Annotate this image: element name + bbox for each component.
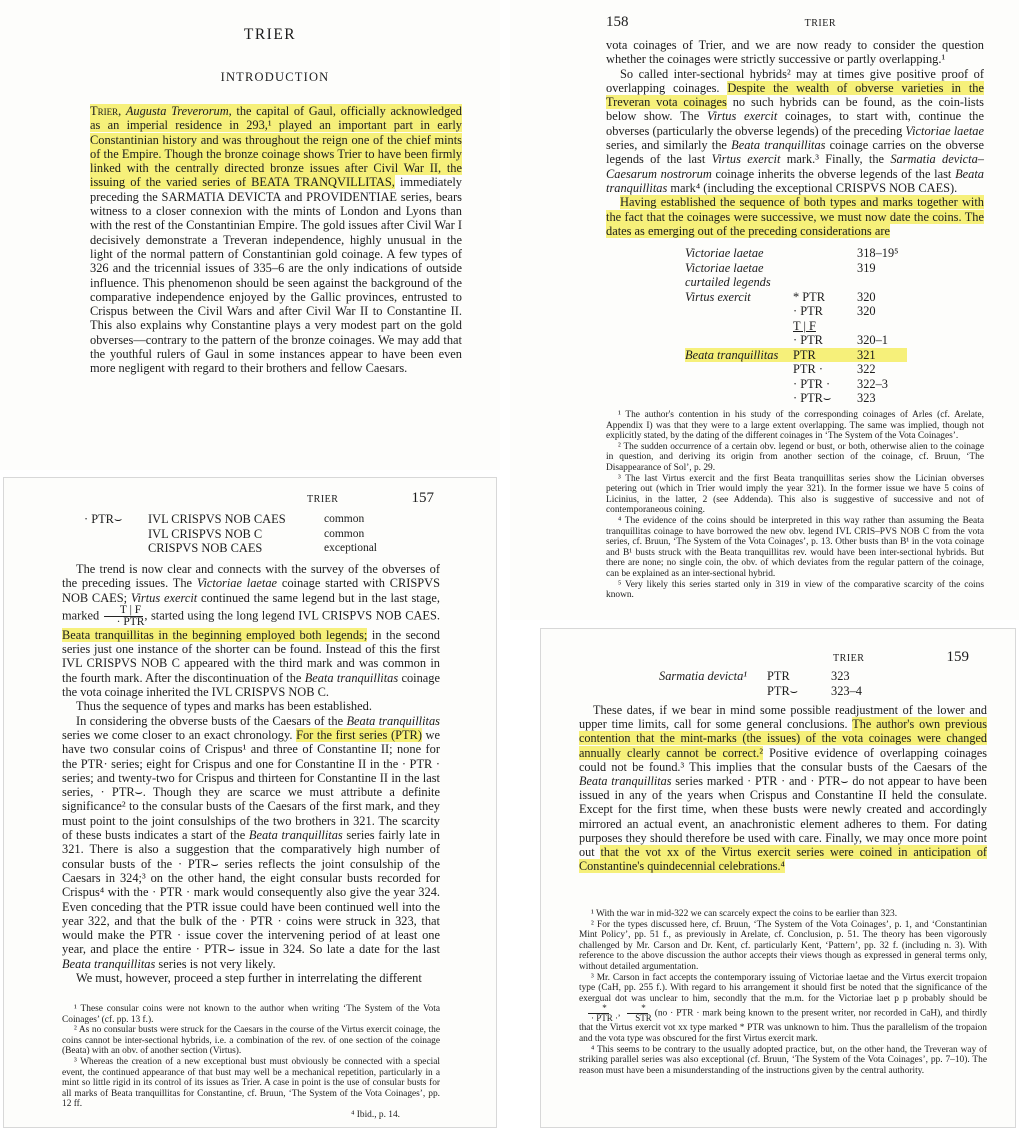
italic-term: Virtus exercit: [706, 109, 778, 124]
text: coinages, to start with, continue the obverses (particularly the obverse legends) of the preceding: [606, 109, 984, 138]
legend-name: IVL CRISPVS NOB CAES: [148, 512, 286, 526]
page-title: TRIER: [243, 26, 297, 43]
page-number: 159: [946, 649, 969, 665]
italic-term: Beata tranquillitas: [606, 166, 984, 195]
footnote-text: ³ Mr. Carson in fact accepts the contemporary issuing of Victoriae laetae and the Virtus exercit tropaion type (CaH, pp. 255 f.). With regard to his arrangement it should first be noted that the significance of the exergual dot was unclear to him, secondly that the m.m. for the Victoriae laet p p probably should be: [579, 972, 987, 1004]
date-value: 321: [857, 348, 907, 363]
highlight: Despite the wealth of obverse varieties in the Treveran vota coinages: [606, 80, 984, 110]
text: series marked · PTR · and · PTR⌣ do not appear to have been issued in any of the years when Crispus and Constantine II held the consulate. Except for the first time, when these busts were newly created and accordingly mirrored an actual event, an anachronistic element adheres to them. For dating purposes they should therefore be used with care. Finally, we may once more point out: [579, 774, 987, 860]
footnote-text: (no · PTR · mark being known to the present writer, nor recorded in CaH), and thirdly that the Virtus exercit vot xx type marked * PTR was unknown to him. Thus the parallelism of the tropaion and the vota type was obscured for the first Virtus exercit mark.: [579, 1009, 988, 1044]
page-header: [581, 649, 969, 666]
footnote: ⁵ Very likely this series started only in 319 in view of the comparative scarcity of the coins known.: [606, 579, 984, 601]
text: So called inter-sectional hybrids² may at times give positive proof of overlapping coinages.: [606, 66, 984, 95]
mint-mark: · PTR: [793, 304, 823, 318]
date-value: 320: [857, 304, 876, 318]
text: no such hybrids can be found, as the coin-lists below show. The: [606, 95, 985, 124]
table-row: [685, 246, 907, 261]
running-head: TRIER: [307, 494, 339, 505]
legend-status: exceptional: [324, 542, 378, 554]
page-number: 157: [411, 490, 434, 506]
coinage-type: [685, 377, 793, 392]
page-157: [3, 477, 497, 1128]
mint-mark: T | F: [793, 318, 816, 333]
footnotes: ¹ With the war in mid-322 we can scarcely expect the coins to be earlier than 323. ² For the types discussed here, cf. Bruun, ‘The System of the Vota Coinages’, p. 1, and ‘Constantinian Mint Policy’, pp. 51 f., as previously in Arelate, cf. Conclusion, p. 51. The theory has been vigorously challenged by Mr. Carson and Dr. Kent, cf. particularly Kent, ‘Pattern’, pp. 32 f. (including n. 3). With reference to the above discussion the author accepts their views though as expressed in general terms only, without detailed argumentation. ³ Mr. Carson in fact accepts the contemporary issuing of Victoriae laetae and the Virtus exercit tropaion type (CaH, pp. 255 f.). With regard to his arrangement it should first be noted that the significance of the exergual dot was unclear to him, secondly that the m.m. for the Victoriae laet p p probably should be $\frac{*}{\text{· PTR ·}}$ , $\frac{*}{\text{STR}}$ (no · PTR · mark being known to the present writer, nor recorded in CaH), and thirdly that the Virtus exercit vot xx type marked * PTR was unknown to him. Thus the parallelism of the tropaion and the vota type was obscured for the first Virtus exercit mark. ⁴ This seems to be contrary to the usually adopted practice, but, on the other hand, the Treveran way of striking parallel series was also exceptional (cf. Bruun, ‘The System of the Vota Coinages’, pp. 7–10). The reason must have been a misunderstanding of the instructions given by the central authority.: [579, 909, 988, 1076]
footnotes: [62, 1004, 440, 1121]
coinage-type: Victoriae laetae: [685, 246, 764, 260]
coinage-type: Victoriae laetae curtailed legends: [685, 260, 771, 289]
date-value: 320: [857, 289, 876, 304]
text: we have two consular coins of Crispus¹ and three of Constantine II; none for the PTR· series; eight for Crispus and one for Constantine II in the · PTR · series; and twenty-two for Crispus and thirteen for Constantine II in the last series, · PTR⌣. Though they are scarce we must attribute a definite significance² to the consular busts of the Caesars of the first mark, and they must point to the joint consulships of the two brothers in 321. The scarcity of these busts indicates a start of the: [62, 727, 440, 843]
italic-term: Beata tranquillitas: [248, 828, 343, 843]
mint-mark: · PTR⌣: [793, 391, 832, 405]
coinage-type: [685, 333, 793, 348]
text: coinage started with CRISPVS NOB CAES;: [62, 576, 440, 605]
date-value: 322–3: [857, 376, 888, 391]
body-text: [606, 38, 984, 238]
dates-table: [685, 246, 907, 406]
dates-table: [659, 669, 879, 698]
footnote: ² As no consular busts were struck for the Caesars in the course of the Virtus exercit coinage, the coins cannot be inter-sectional hybrids, i.e. a combination of the rev. of one section of the coinage (Beata) with an obv. of another section (Virtus).: [62, 1025, 440, 1057]
text: series we come closer to an exact chronology.: [62, 727, 293, 742]
coinage-type: Virtus exercit: [685, 289, 751, 304]
footnote: ³ Whereas the creation of a new exceptional bust must obviously be connected with a special event, the continued appearance of that bust may well be a mechanical repetition, particularly in a mint so little rigid in its control of its issues as Trier. A case in point is the use of consular busts for all marks of Beata tranquillitas for Constantine, cf. Bruun, ‘The System of the Vota Coinages’, pp. 12 ff.: [62, 1056, 440, 1110]
footnotes: [606, 410, 984, 601]
mint-mark-fraction: $\frac{*}{\text{STR}}$: [623, 1004, 652, 1023]
table-row: [685, 333, 907, 348]
footnote: ⁴ The evidence of the coins should be interpreted in this way rather than assuming the Beata tranquillitas coinage to have borrowed the new obv. legend IVL CRIS–PVS NOB C from the vota series, cf. Bruun, ‘The System of the Vota Coinages’, p. 13. Other busts than B¹ in the vota coinage and B¹ busts struck with the Beata tranquillitas rev. would have been inter-sectional hybrids. But there are none; no single coin, the obv. of which deviates from the regular pattern of the coinage, can be explained as an inter-sectional hybrid.: [606, 515, 984, 579]
italic-term: Sarmatia devicta–Caesarum nostrorum: [606, 152, 984, 181]
coinage-type: [659, 684, 767, 699]
table-row: [685, 261, 907, 290]
mint-mark-fraction: $\frac{T | F}{\text{· PTR}}$: [103, 605, 145, 628]
footnote: ² For the types discussed here, cf. Bruun, ‘The System of the Vota Coinages’, p. 1, and ‘Constantinian Mint Policy’, pp. 51 f., as previously in Arelate, cf. Conclusion, p. 51. The theory has been vigorously challenged by Mr. Carson and Dr. Kent, cf. particularly Kent, ‘Pattern’, pp. 32 f. (including n. 3). With reference to the above discussion the author accepts their views though as expressed in general terms only, without detailed argumentation.: [579, 919, 987, 972]
italic-term: Beata tranquillitas: [346, 713, 440, 728]
highlight: that the vot xx of the Virtus exercit series were coined in anticipation of Constantine's quindecennial celebrations.⁴: [579, 845, 987, 874]
italic-term: Beata tranquillitas: [579, 774, 672, 789]
table-row: [685, 304, 907, 319]
text: Positive evidence of overlapping coinages could not be found.³ This implies that the consular busts of the Caesars of the: [579, 745, 987, 774]
table-row: [685, 377, 907, 392]
mint-mark: PTR ·: [793, 362, 823, 376]
text: coinage the vota coinage inherited the IVL CRISPVS NOB C.: [62, 670, 440, 700]
page-158: [510, 0, 1019, 620]
mint-mark: [793, 261, 857, 290]
legend-mark: · PTR⌣: [84, 512, 123, 526]
italic-term: Beata tranquillitas: [731, 138, 826, 153]
text: These dates, if we bear in mind some possible readjustment of the lower and upper time limits, call for some general conclusions.: [579, 703, 987, 732]
footnote: ³ The last Virtus exercit and the first Beata tranquillitas series show the Licinian obverses petering out (which in Trier would imply the year 321). In the former issue we have 5 coins of Licinius, in the latter, 2 (see Addenda). This also is suggestive of successive and not of contemporaneous coining.: [606, 473, 984, 516]
date-value: 320–1: [857, 333, 888, 347]
coinage-type: [685, 304, 793, 319]
coinage-type: [685, 319, 793, 334]
italic-term: Beata tranquillitas: [62, 956, 156, 971]
footnote: ¹ The author's contention in his study of the corresponding coinages of Arles (cf. Arelate, Appendix I) was that they were to a large extent overlapping. The same was implied, though not explicitly stated, by the dating of the different coinages in ‘The System of the Vota Coinages’.: [606, 410, 984, 442]
text: mark.³ Finally, the: [786, 152, 885, 167]
table-row: [685, 319, 907, 334]
text: series, and similarly the: [606, 138, 727, 153]
text: coinage carries on the obverse legends of the last: [606, 138, 984, 167]
body-text: [579, 703, 987, 873]
mint-mark: * PTR: [793, 289, 826, 304]
text: series fairly late in 321. There is also a suggestion that the comparatively high number of consular busts of the · PTR⌣ series reflects the joint consulship of the Caesars in 324;³ on the other hand, the eight consular busts recorded for Crispus⁴ with the · PTR · mark would consequently also give the year 324. Even conceding that the PTR issue could have been continued well into the year 322, and that the bulk of the · PTR · coins were struck in 323, that would make the PTR · issue cover the intervening period of at least one year, and place the entire · PTR⌣ issue in 324. So late a date for the last: [62, 828, 440, 957]
date-value: 323: [831, 669, 850, 683]
date-value: 319: [857, 260, 876, 275]
intro-text: immediately preceding the SARMATIA DEVICTA and PROVIDENTIAE series, bears witness to a closer connexion with the mints of London and Lyons than with the rest of the Constantinian Empire. The gold issues after Civil War I decisively demonstrate a Treveran independence, highly unusual in the light of the normal pattern of Constantinian gold coinage. A few types of 326 and the tricennial issues of 335–6 are the only indications of outside influence. This phenomenon should be seen against the background of the comparative independence enjoyed by the Gallic provinces, entrusted to Crispus between the Civil Wars and after Civil War II to Constantine II. This also explains why Constantine plays a very modest part on the gold obverses—contrary to the pattern of the bronze coinages. We may add that the youthful rulers of Gaul in some instances appear to have been even more negligent with regard to their brothers and fellow Caesars.: [90, 175, 462, 376]
mint-mark: · PTR ·: [793, 376, 831, 391]
coinage-type: Beata tranquillitas: [685, 348, 793, 363]
intro-page: [0, 0, 500, 470]
footnote: ¹ These consular coins were not known to the author when writing ‘The System of the Vota Coinages’ (cf. pp. 13 f.).: [62, 1004, 440, 1025]
highlight: The author's own previous contention that the mint-marks (the issues) of the vota coinages were changed annually clearly cannot be correct.²: [579, 717, 987, 760]
mint-mark: PTR⌣: [767, 683, 798, 698]
highlight: Having established the sequence of both types and marks together with the fact that the coinages were successive, we must now date the coins. The dates as emerging out of the preceding considerations are: [606, 195, 984, 238]
coinage-type: Sarmatia devicta¹: [659, 669, 748, 683]
text: continued the same legend but in the last stage, marked: [62, 590, 441, 623]
page-159: [540, 628, 1016, 1128]
date-value: [857, 319, 907, 334]
legend-table: [84, 512, 404, 556]
table-row: [659, 669, 879, 684]
table-row: [685, 362, 907, 377]
text: In considering the obverse busts of the Caesars of the: [76, 713, 344, 728]
highlight: For the first series (PTR): [296, 727, 422, 742]
city-name: Augusta Treverorum,: [125, 104, 232, 118]
italic-term: Victoriae laetae: [905, 123, 984, 138]
page-header: [606, 14, 986, 31]
date-value: 322: [857, 362, 876, 376]
text: The trend is now clear and connects with the survey of the obverses of the preceding issues. The: [62, 562, 440, 591]
intro-heading: INTRODUCTION: [220, 70, 330, 84]
date-value: 323–4: [831, 683, 862, 698]
mint-mark-fraction: $\frac{*}{\text{· PTR ·}}$: [579, 1004, 618, 1023]
legend-status: common: [324, 527, 365, 540]
legend-name: CRISPVS NOB CAES: [148, 541, 263, 555]
table-row: [659, 684, 879, 699]
text: , started using the long legend IVL CRISPVS NOB CAES.: [144, 608, 440, 623]
table-row: [685, 290, 907, 305]
mint-mark: · PTR: [793, 333, 823, 347]
text: coinage inherits the obverse legends of the last: [715, 166, 952, 181]
running-head: TRIER: [804, 18, 836, 29]
mint-mark: PTR: [767, 669, 790, 683]
footnote: ⁴ Ibid., p. 14.: [351, 1109, 400, 1120]
coinage-type: [685, 362, 793, 377]
text: mark⁴ (including the exceptional CRISPVS NOB CAES).: [670, 180, 958, 195]
italic-term: Virtus exercit: [130, 590, 198, 605]
intro-highlight: the capital of Gaul, officially acknowledged as an imperial residence in 293,¹ played an important part in early Constantinian history and was throughout the reign one of the chief mints of the Empire. Though the bronze coinage shows Trier to have been firmly linked with the centrally directed bronze issues after Civil War II, the issuing of the varied series of BEATA TRANQVILLITAS,: [90, 104, 462, 190]
text: series is not very likely.: [158, 956, 276, 971]
body-text: [62, 562, 440, 985]
italic-term: Virtus exercit: [711, 152, 781, 167]
paragraph: Thus the sequence of types and marks has been established.: [76, 699, 372, 714]
legend-status: common: [324, 513, 365, 525]
page-header: [94, 490, 434, 507]
italic-term: Beata tranquillitas: [304, 670, 399, 685]
text: in the second series just one instance of the shorter can be found. Instead of this the first IVL CRISPVS NOB C appeared with the third mark and was common in the fourth mark. After the discontinuation of the: [62, 627, 440, 685]
footnote: ¹ With the war in mid-322 we can scarcely expect the coins to be earlier than 323.: [591, 909, 898, 919]
paragraph: vota coinages of Trier, and we are now ready to consider the question whether the coinages were strictly successive or partly overlapping.¹: [606, 38, 984, 67]
legend-name: IVL CRISPVS NOB C: [148, 526, 263, 541]
footnote: ⁴ This seems to be contrary to the usually adopted practice, but, on the other hand, the Treveran way of striking parallel series was also exceptional (cf. Bruun, ‘The System of the Vota Coinages’, pp. 7–10). The reason must have been a misunderstanding of the instructions given by the central authority.: [579, 1044, 987, 1076]
lead-word: Trier,: [90, 104, 122, 118]
table-row: [685, 348, 907, 363]
date-value: 318–19⁵: [857, 246, 899, 260]
paragraph: We must, however, proceed a step further in interrelating the different: [76, 971, 422, 986]
intro-paragraph: [90, 104, 462, 376]
mint-mark: PTR: [793, 348, 857, 363]
page-number: 158: [606, 14, 629, 30]
highlight: Beata tranquillitas in the beginning employed both legends;: [62, 627, 368, 642]
table-row: [685, 391, 907, 406]
coinage-type: [685, 391, 793, 406]
mint-mark: [793, 246, 857, 261]
footnote: ² The sudden occurrence of a certain obv. legend or bust, or both, otherwise alien to the coinage in question, and deriving its origin from another section of the coinage, cf. Bruun, ‘The Disappearance of Sol’, p. 29.: [606, 441, 984, 473]
italic-term: Victoriae laetae: [196, 576, 278, 591]
running-head: TRIER: [833, 653, 865, 664]
date-value: 323: [857, 391, 876, 405]
